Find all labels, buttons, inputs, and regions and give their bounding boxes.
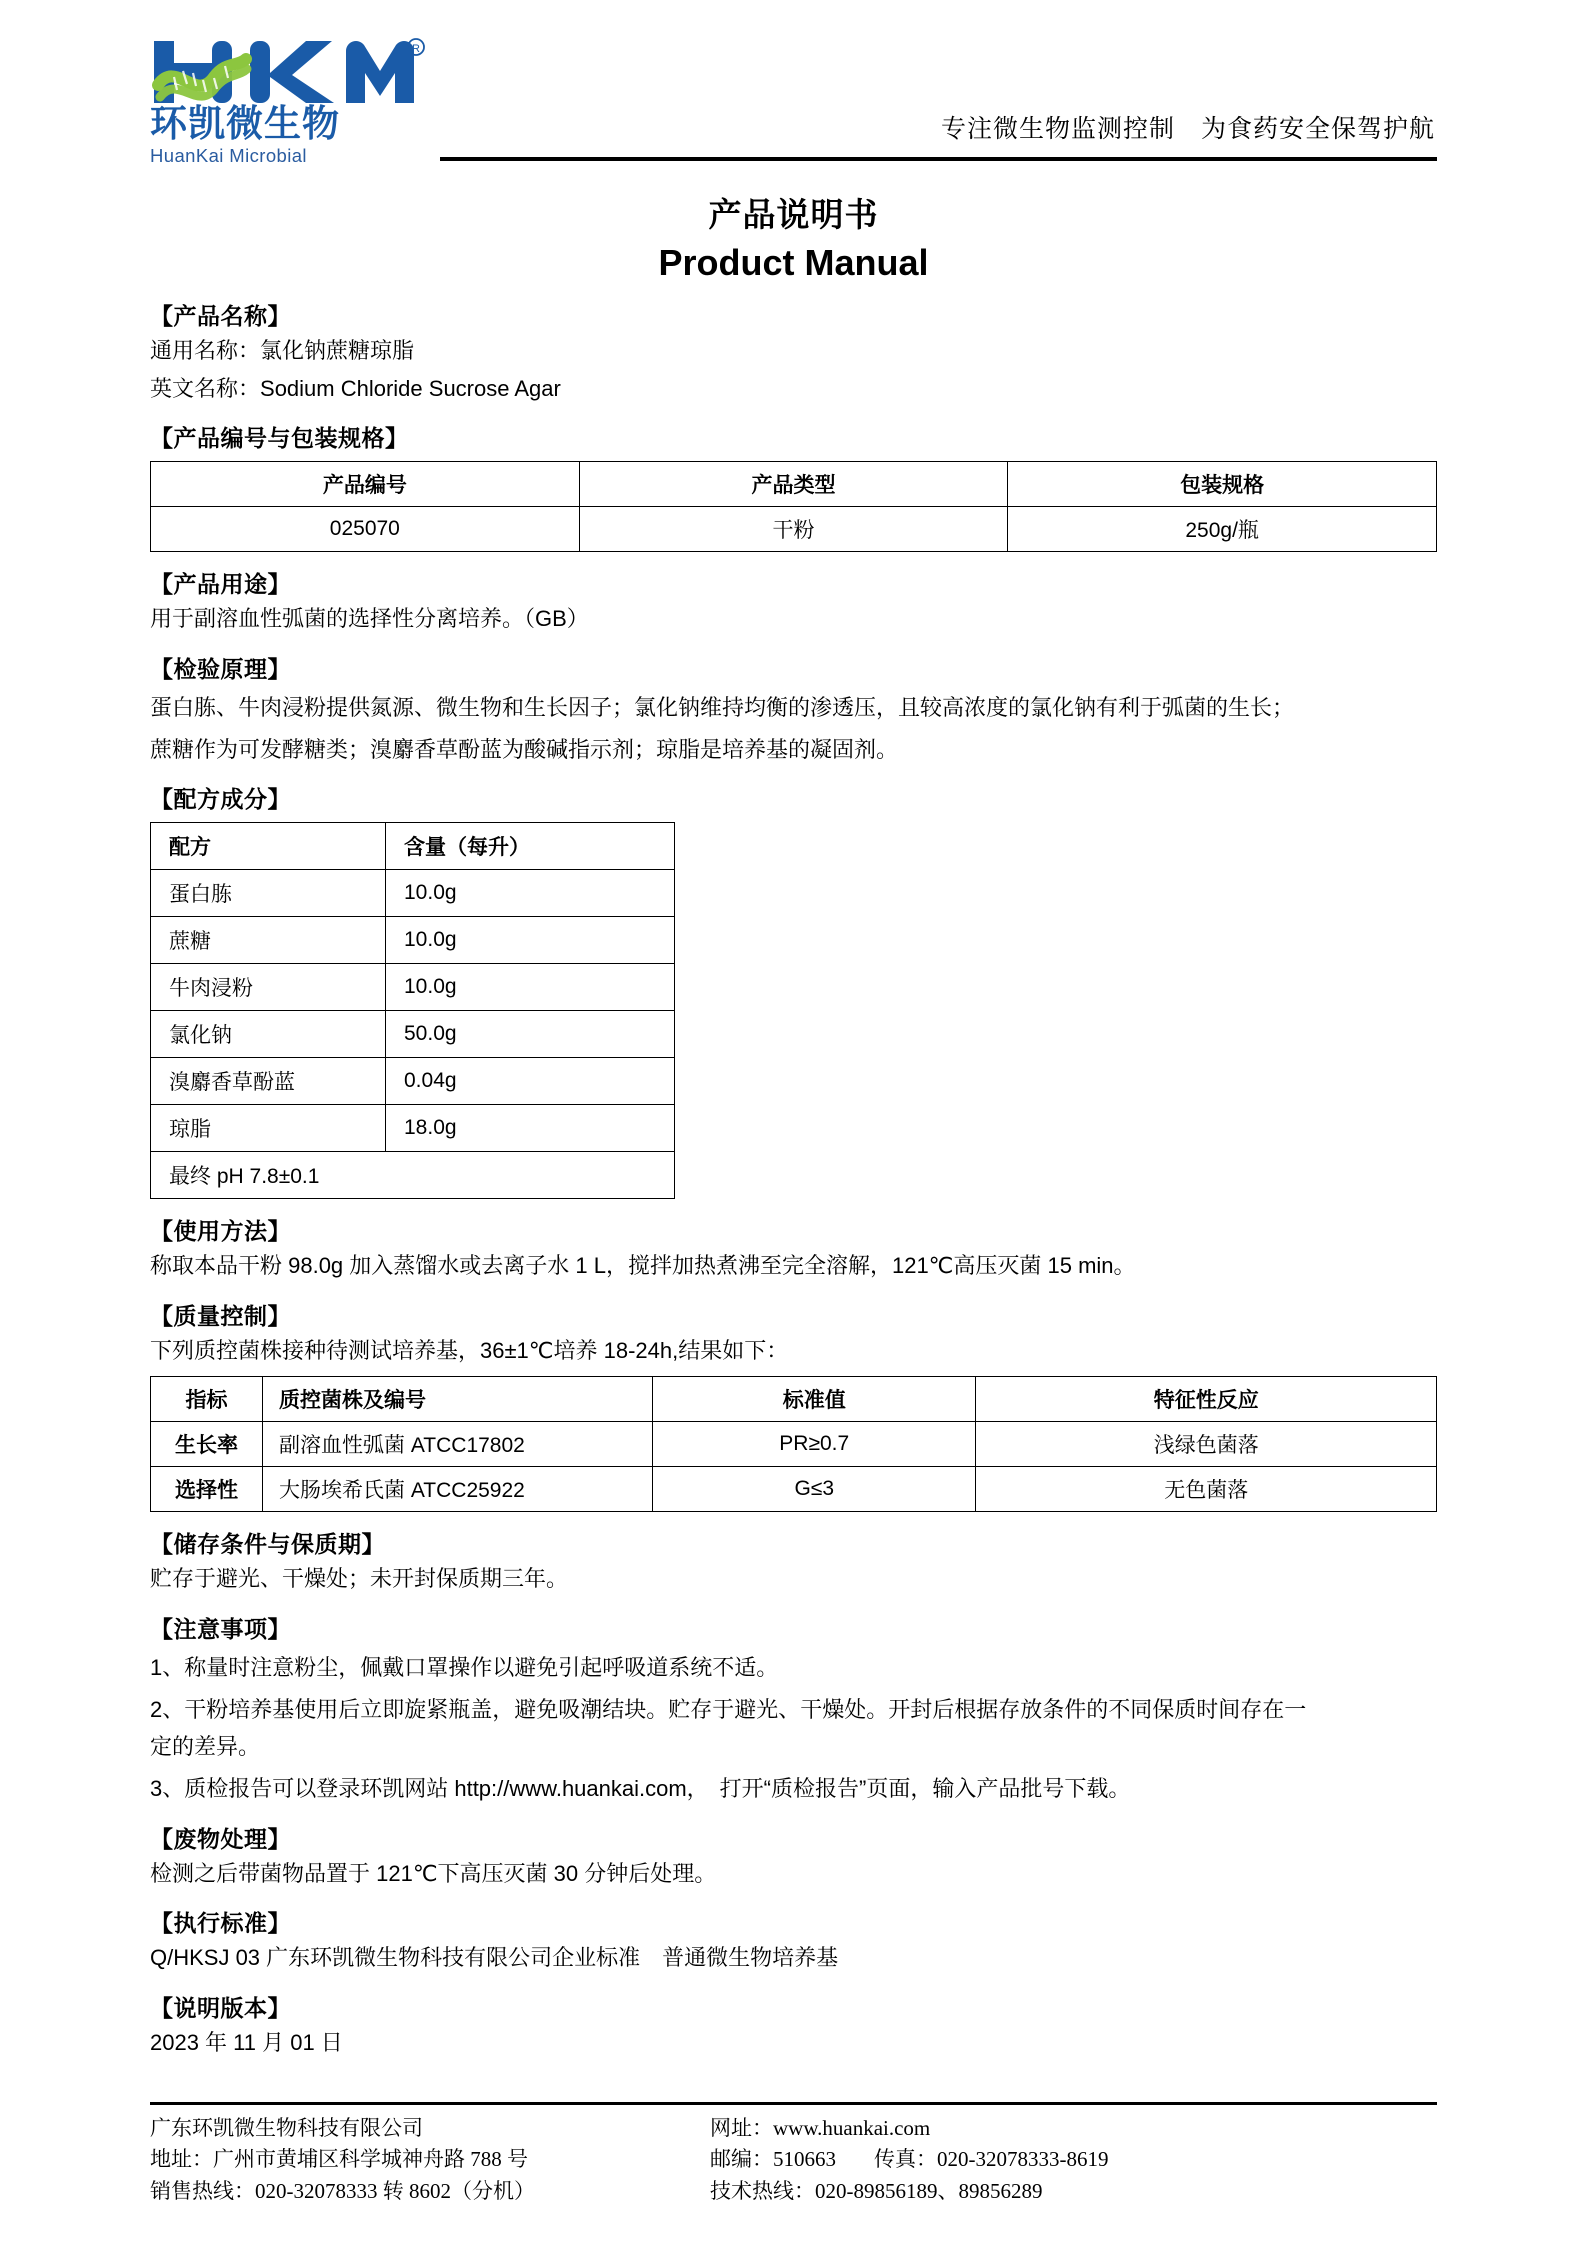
footer-sales-hotline: 销售热线：020-32078333 转 8602（分机） — [150, 2178, 535, 2203]
formula-name: 氯化钠 — [151, 1011, 386, 1058]
table-row — [151, 1105, 675, 1152]
table-row — [151, 507, 1437, 552]
formula-col-amount: 含量（每升） — [386, 823, 675, 870]
formula-amount: 10.0g — [386, 870, 675, 917]
formula-name: 蔗糖 — [151, 917, 386, 964]
spec-value-package: 250g/瓶 — [1008, 507, 1437, 552]
section-heading-standard: 【执行标准】 — [150, 1910, 291, 1937]
company-logo — [150, 27, 440, 166]
table-row — [151, 870, 675, 917]
formula-ph-value: 最终 pH 7.8±0.1 — [151, 1152, 675, 1199]
table-row — [151, 1422, 1437, 1467]
table-row — [151, 1011, 675, 1058]
section-heading-principle: 【检验原理】 — [150, 655, 291, 682]
table-header-row — [151, 462, 1437, 507]
formula-name: 蛋白胨 — [151, 870, 386, 917]
usage-text: 用于副溶血性弧菌的选择性分离培养。（GB） — [150, 606, 589, 632]
page-title-english: Product Manual — [658, 242, 929, 283]
qc-col-indicator: 指标 — [151, 1377, 263, 1422]
qc-col-strain: 质控菌株及编号 — [263, 1377, 653, 1422]
page-title-chinese: 产品说明书 — [708, 196, 879, 233]
quality-control-table — [150, 1376, 1437, 1512]
section-heading-spec: 【产品编号与包装规格】 — [150, 425, 409, 452]
section-heading-version: 【说明版本】 — [150, 1994, 291, 2021]
qc-standard: PR≥0.7 — [653, 1422, 976, 1467]
formula-name: 牛肉浸粉 — [151, 964, 386, 1011]
qc-col-standard: 标准值 — [653, 1377, 976, 1422]
section-heading-quality-control: 【质量控制】 — [150, 1302, 291, 1329]
section-heading-usage: 【产品用途】 — [150, 571, 291, 598]
footer-address: 地址：广州市黄埔区科学城神舟路 788 号 — [150, 2147, 528, 2171]
footer-right-column — [710, 2113, 1437, 2208]
footer-left-column — [150, 2113, 710, 2208]
page-footer — [150, 2102, 1437, 2208]
english-name-value: Sodium Chloride Sucrose Agar — [260, 375, 561, 401]
spec-value-code: 025070 — [151, 507, 580, 552]
storage-text: 贮存于避光、干燥处；未开封保质期三年。 — [150, 1566, 569, 1592]
quality-control-intro: 下列质控菌株接种待测试培养基，36±1℃培养 18-24h,结果如下： — [150, 1337, 789, 1363]
section-heading-waste: 【废物处理】 — [150, 1825, 291, 1852]
formula-amount: 50.0g — [386, 1011, 675, 1058]
footer-divider — [150, 2102, 1437, 2105]
spec-value-type: 干粉 — [579, 507, 1008, 552]
section-heading-storage: 【储存条件与保质期】 — [150, 1531, 385, 1558]
formula-amount: 10.0g — [386, 917, 675, 964]
qc-indicator: 选择性 — [151, 1467, 263, 1512]
formula-col-name: 配方 — [151, 823, 386, 870]
spec-col-package: 包装规格 — [1008, 462, 1437, 507]
table-row — [151, 1467, 1437, 1512]
english-name-row — [150, 371, 1437, 407]
table-row — [151, 964, 675, 1011]
logo-chinese-name: 环凯微生物 — [150, 102, 340, 144]
precaution-item: 1、称量时注意粉尘，佩戴口罩操作以避免引起呼吸道系统不适。 — [150, 1655, 779, 1680]
spec-col-type: 产品类型 — [579, 462, 1008, 507]
formula-table — [150, 822, 675, 1199]
spec-col-code: 产品编号 — [151, 462, 580, 507]
svg-text:R: R — [412, 42, 420, 55]
table-row — [151, 1058, 675, 1105]
company-slogan: 专注微生物监测控制 为食药安全保驾护航 — [940, 115, 1435, 143]
qc-standard: G≤3 — [653, 1467, 976, 1512]
generic-name-value: 氯化钠蔗糖琼脂 — [260, 338, 415, 363]
header-divider — [440, 157, 1437, 161]
footer-company-name: 广东环凯微生物科技有限公司 — [150, 2115, 423, 2140]
footer-fax: 传真：020-32078333-8619 — [874, 2147, 1109, 2171]
qc-col-reaction: 特征性反应 — [976, 1377, 1437, 1422]
footer-website: 网址：www.huankai.com — [710, 2115, 931, 2140]
standard-text: Q/HKSJ 03 广东环凯微生物科技有限公司企业标准 普通微生物培养基 — [150, 1945, 839, 1971]
qc-reaction: 浅绿色菌落 — [976, 1422, 1437, 1467]
formula-ph-row — [151, 1152, 675, 1199]
page-header — [150, 30, 1437, 165]
header-right — [440, 109, 1437, 165]
qc-reaction: 无色菌落 — [976, 1467, 1437, 1512]
footer-content — [150, 2113, 1437, 2208]
generic-name-label: 通用名称： — [150, 338, 261, 363]
principle-line-1: 蛋白胨、牛肉浸粉提供氮源、微生物和生长因子；氯化钠维持均衡的渗透压，且较高浓度的氯化钠有利于弧菌的生长； — [150, 694, 1295, 720]
formula-amount: 18.0g — [386, 1105, 675, 1152]
qc-strain: 大肠埃希氏菌 ATCC25922 — [263, 1467, 653, 1512]
product-spec-table — [150, 461, 1437, 552]
hkm-logo-icon — [150, 33, 425, 111]
footer-postcode: 邮编：510663 — [710, 2147, 836, 2171]
waste-text: 检测之后带菌物品置于 121℃下高压灭菌 30 分钟后处理。 — [150, 1860, 717, 1886]
formula-amount: 10.0g — [386, 964, 675, 1011]
precaution-item-continued: 定的差异。 — [150, 1734, 261, 1760]
footer-postcode-fax — [710, 2144, 1437, 2176]
method-text: 称取本品干粉 98.0g 加入蒸馏水或去离子水 1 L，搅拌加热煮沸至完全溶解，121℃高压灭菌 15 min。 — [150, 1253, 1136, 1279]
section-heading-precautions: 【注意事项】 — [150, 1616, 291, 1642]
table-header-row — [151, 1377, 1437, 1422]
section-heading-method: 【使用方法】 — [150, 1218, 291, 1245]
precaution-item: 3、质检报告可以登录环凯网站 http://www.huankai.com， 打开“质检报告”页面，输入产品批号下载。 — [150, 1775, 1131, 1801]
qc-indicator: 生长率 — [151, 1422, 263, 1467]
formula-name: 琼脂 — [151, 1105, 386, 1152]
table-header-row — [151, 823, 675, 870]
generic-name-row — [150, 333, 1437, 369]
table-row — [151, 917, 675, 964]
logo-english-name: HuanKai Microbial — [150, 144, 307, 166]
precaution-item: 2、干粉培养基使用后立即旋紧瓶盖，避免吸潮结块。贮存于避光、干燥处。开封后根据存放条件的不同保质时间存在一 — [150, 1696, 1307, 1722]
formula-name: 溴麝香草酚蓝 — [151, 1058, 386, 1105]
english-name-label: 英文名称： — [150, 375, 261, 401]
qc-strain: 副溶血性弧菌 ATCC17802 — [263, 1422, 653, 1467]
section-heading-formula: 【配方成分】 — [150, 786, 291, 813]
section-heading-product-name: 【产品名称】 — [150, 303, 291, 329]
formula-amount: 0.04g — [386, 1058, 675, 1105]
version-date: 2023 年 11 月 01 日 — [150, 2029, 343, 2055]
principle-line-2: 蔗糖作为可发酵糖类；溴麝香草酚蓝为酸碱指示剂；琼脂是培养基的凝固剂。 — [150, 736, 899, 762]
footer-tech-hotline: 技术热线：020-89856189、89856289 — [710, 2178, 1043, 2203]
